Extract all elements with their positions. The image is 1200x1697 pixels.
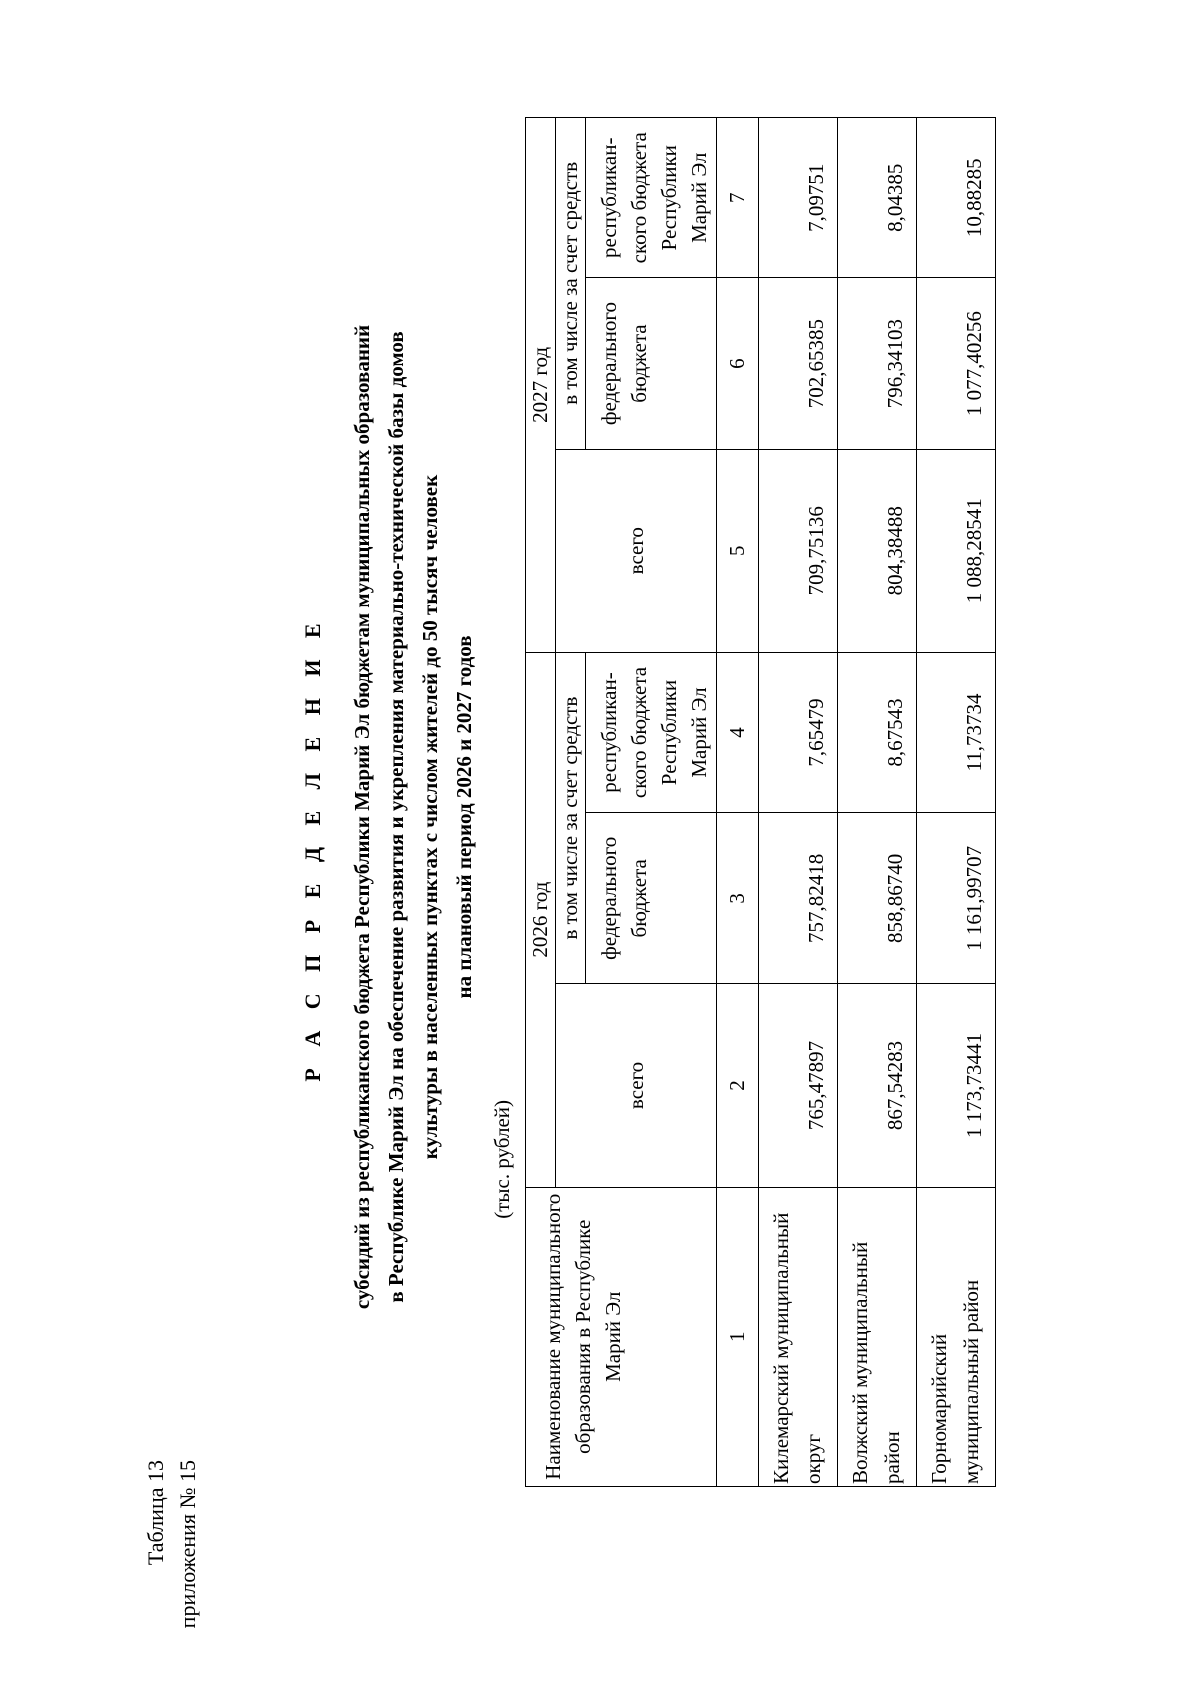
- header-republic-2026: республикан-ского бюджета Республики Марий Эл: [586, 652, 717, 812]
- subtitle-line-4: на плановый период 2026 и 2027 годов: [452, 635, 476, 999]
- header-including-2027: в том числе за счет средств: [556, 118, 586, 450]
- header-total-2027: всего: [556, 449, 717, 652]
- column-number: 6: [717, 278, 759, 449]
- header-federal-2027: федерального бюджета: [586, 278, 717, 449]
- value-cell: 796,34103: [838, 278, 917, 449]
- document-subtitle: [345, 267, 481, 1367]
- value-cell: 8,67543: [838, 652, 917, 812]
- column-number: 3: [717, 813, 759, 984]
- value-cell: 11,73734: [917, 652, 996, 812]
- appendix-number: приложения № 15: [175, 1460, 200, 1629]
- subsidy-table: [525, 117, 996, 1487]
- column-number-row: [717, 118, 759, 1487]
- value-cell: 858,86740: [838, 813, 917, 984]
- column-number: 7: [717, 118, 759, 279]
- header-including-2026: в том числе за счет средств: [556, 652, 586, 984]
- header-total-2026: всего: [556, 984, 717, 1187]
- table-reference: [140, 1460, 204, 1628]
- value-cell: 7,65479: [759, 652, 838, 812]
- value-cell: 765,47897: [759, 984, 838, 1187]
- units-label: (тыс. рублей): [490, 1100, 514, 1219]
- column-number: 5: [717, 449, 759, 652]
- municipality-name: Горномарийский муниципальный район: [917, 1187, 996, 1486]
- column-number: 1: [717, 1187, 759, 1486]
- column-number: 2: [717, 984, 759, 1187]
- header-federal-2026: федерального бюджета: [586, 813, 717, 984]
- value-cell: 1 161,99707: [917, 813, 996, 984]
- document-heading: Р А С П Р Е Д Е Л Е Н И Е: [300, 615, 325, 1082]
- header-republic-2027: республикан-ского бюджета Республики Марий Эл: [586, 118, 717, 279]
- value-cell: 1 077,40256: [917, 278, 996, 449]
- value-cell: 7,09751: [759, 118, 838, 279]
- value-cell: 867,54283: [838, 984, 917, 1187]
- table-number: Таблица 13: [143, 1460, 168, 1566]
- value-cell: 804,38488: [838, 449, 917, 652]
- header-year-2027: 2027 год: [526, 118, 556, 653]
- table-row: [759, 118, 838, 1487]
- value-cell: 8,04385: [838, 118, 917, 279]
- header-municipality: Наименование муниципального образования в Республике Марий Эл: [526, 1187, 717, 1486]
- municipality-name: Килемарский муниципальный округ: [759, 1187, 838, 1486]
- header-year-2026: 2026 год: [526, 652, 556, 1187]
- municipality-name: Волжский муниципальный район: [838, 1187, 917, 1486]
- value-cell: 1 173,73441: [917, 984, 996, 1187]
- table-row: [838, 118, 917, 1487]
- subtitle-line-1: субсидий из республиканского бюджета Республики Марий Эл бюджетам муниципальных образований: [350, 324, 374, 1310]
- column-number: 4: [717, 652, 759, 812]
- value-cell: 702,65385: [759, 278, 838, 449]
- value-cell: 709,75136: [759, 449, 838, 652]
- value-cell: 10,88285: [917, 118, 996, 279]
- value-cell: 757,82418: [759, 813, 838, 984]
- value-cell: 1 088,28541: [917, 449, 996, 652]
- subtitle-line-2: в Республике Марий Эл на обеспечение развития и укрепления материально-технической базы домов: [384, 331, 408, 1303]
- subtitle-line-3: культуры в населенных пунктах с числом жителей до 50 тысяч человек: [418, 474, 442, 1160]
- table-row: [917, 118, 996, 1487]
